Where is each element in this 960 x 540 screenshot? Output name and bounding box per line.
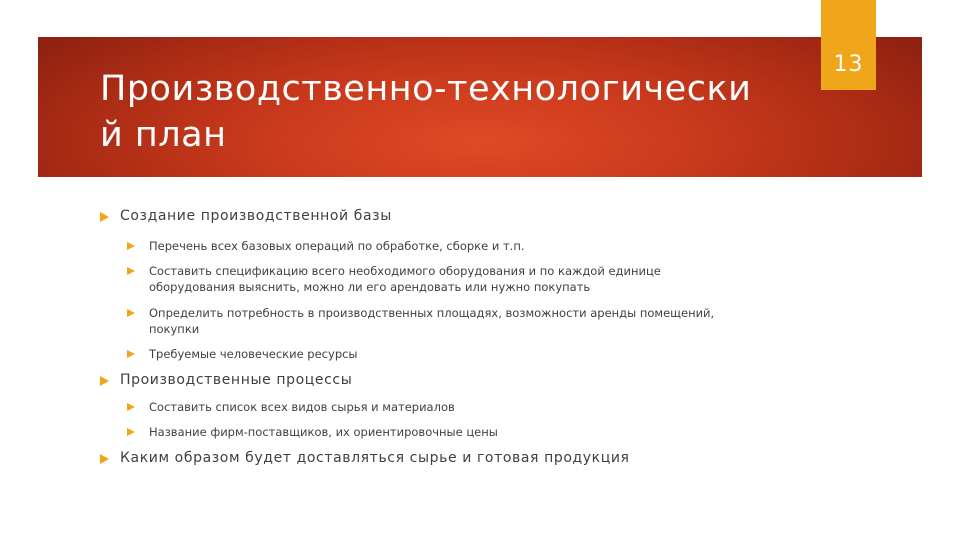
sub-bullet-text: Название фирм-поставщиков, их ориентировочные цены — [149, 425, 498, 439]
triangle-bullet-icon — [127, 309, 135, 317]
sub-bullet-item — [127, 346, 747, 362]
sub-bullet-item — [127, 238, 747, 254]
sub-bullet-text: Составить список всех видов сырья и материалов — [149, 400, 455, 414]
triangle-bullet-icon — [100, 454, 109, 464]
sub-bullet-item — [127, 399, 747, 415]
page-number-badge — [821, 0, 876, 90]
triangle-bullet-icon — [100, 212, 109, 222]
sub-bullet-text: Требуемые человеческие ресурсы — [149, 347, 358, 361]
triangle-bullet-icon — [127, 267, 135, 275]
triangle-bullet-icon — [100, 376, 109, 386]
sub-bullet-item — [127, 263, 747, 295]
sub-bullet-item — [127, 424, 747, 440]
bullet-item — [100, 208, 392, 225]
triangle-bullet-icon — [127, 428, 135, 436]
bullet-text: Создание производственной базы — [120, 208, 392, 224]
triangle-bullet-icon — [127, 403, 135, 411]
bullet-item — [100, 372, 352, 389]
sub-bullet-text: Перечень всех базовых операций по обработке, сборке и т.п. — [149, 239, 525, 253]
bullet-text: Производственные процессы — [120, 372, 353, 388]
sub-bullet-text: Составить спецификацию всего необходимого оборудования и по каждой единице оборудования выяснить, можно ли его арендовать или нужно покупать — [149, 264, 661, 294]
slide-title: Производственно-технологически й план — [100, 69, 752, 155]
triangle-bullet-icon — [127, 242, 135, 250]
sub-bullet-item — [127, 305, 747, 337]
bullet-item — [100, 450, 630, 467]
triangle-bullet-icon — [127, 350, 135, 358]
bullet-text: Каким образом будет доставляться сырье и готовая продукция — [120, 450, 630, 466]
page-number: 13 — [833, 52, 864, 77]
sub-bullet-text: Определить потребность в производственных площадях, возможности аренды помещений, покупки — [149, 306, 715, 336]
